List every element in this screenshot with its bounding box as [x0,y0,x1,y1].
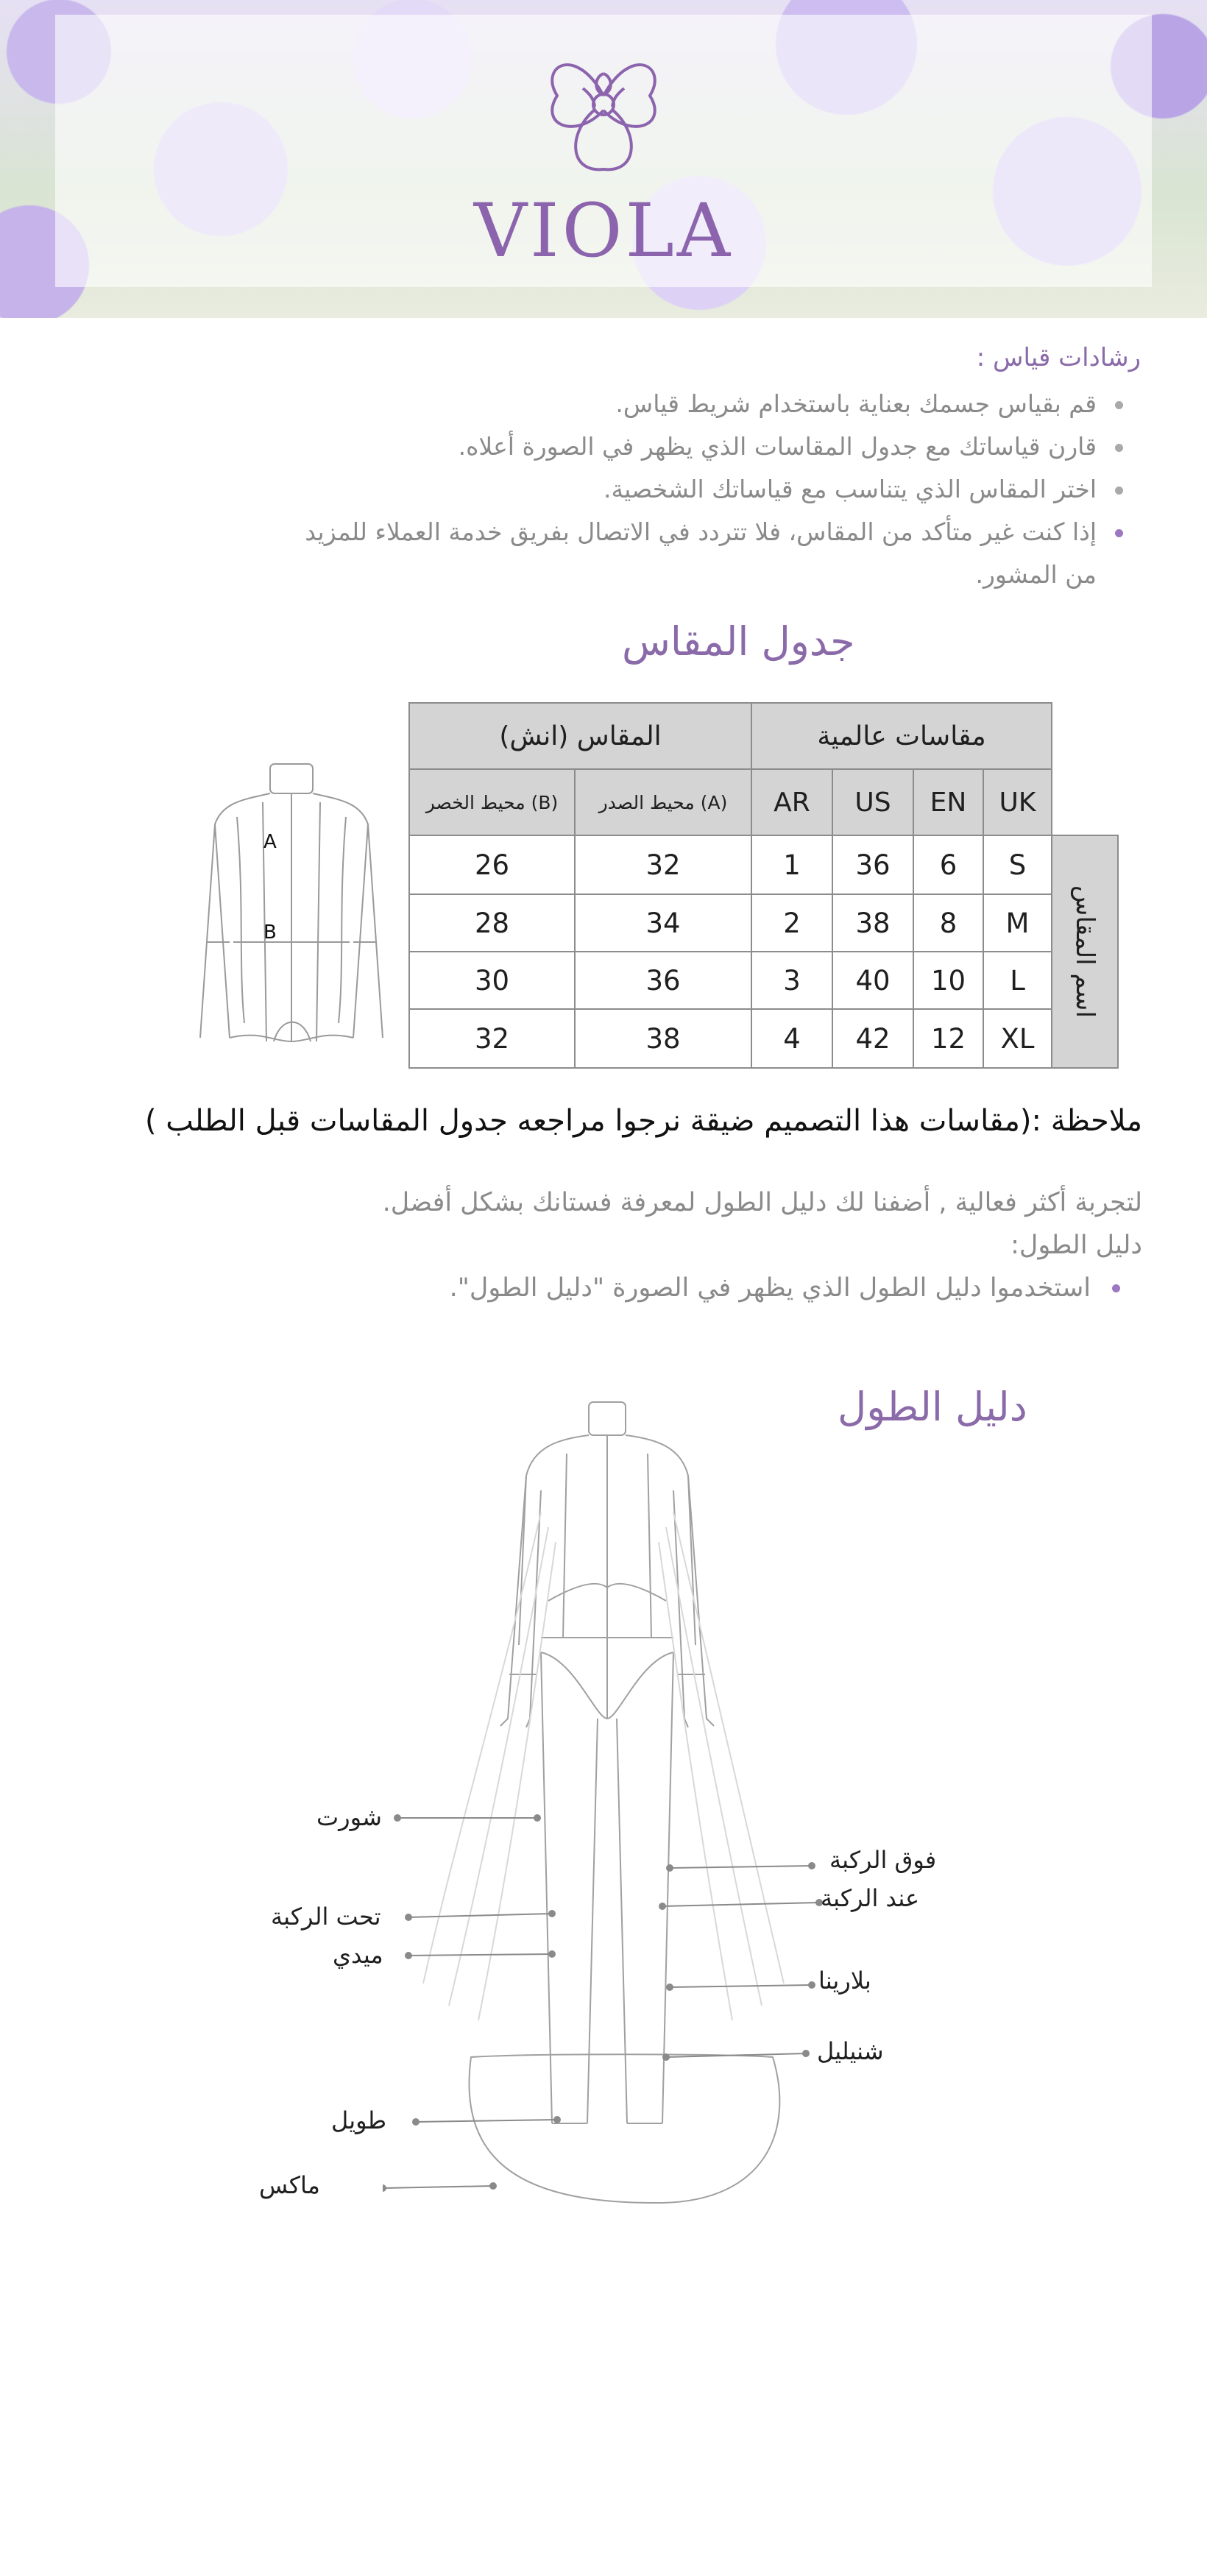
cell-ar: 4 [751,1008,833,1069]
cell-chest: 34 [574,894,752,952]
cell-uk: M [983,894,1052,952]
tip-item: إذا كنت غير متأكد من المقاس، فلا تتردد في الاتصال بفريق خدمة العملاء للمزيد [96,511,1126,553]
cell-waist: 32 [408,1008,576,1069]
size-table [408,702,1119,1070]
tip-item-continued: من المشور. [975,560,1097,589]
cell-chest: 36 [574,951,752,1010]
header-ar: AR [751,768,833,836]
cell-ar: 2 [751,894,833,952]
sizing-note: ملاحظة :(مقاسات هذا التصميم ضيقة نرجوا مراجعه جدول المقاسات قبل الطلب ) [144,1104,1142,1138]
length-label-maxi: ماكس [259,2171,320,2199]
cell-us: 36 [832,835,914,895]
cell-en: 6 [913,835,984,895]
length-label-midi: ميدي [333,1941,383,1969]
viola-flower-icon [524,37,683,177]
length-intro-heading: دليل الطول: [1010,1231,1142,1260]
tips-list [96,383,1126,596]
cell-uk: L [983,951,1052,1010]
header-waist: محيط الخصر (B) [408,768,576,836]
cell-waist: 28 [408,894,576,952]
cell-us: 42 [832,1008,914,1069]
cell-uk: XL [983,1008,1052,1069]
cell-en: 10 [913,951,984,1010]
tips-title: رشادات قياس : [976,343,1141,372]
header-international: مقاسات عالمية [751,702,1052,770]
cell-ar: 1 [751,835,833,895]
cell-waist: 30 [408,951,576,1010]
cell-en: 12 [913,1008,984,1069]
tip-item: قم بقياس جسمك بعناية باستخدام شريط قياس. [96,383,1126,425]
header-en: EN [913,768,984,836]
header-chest: محيط الصدر (A) [574,768,752,836]
length-label-above-knee: فوق الركبة [829,1846,937,1874]
brand-name: VIOLA [473,188,734,274]
figure-label-a: A [263,831,277,853]
cell-uk: S [983,835,1052,895]
cell-us: 40 [832,951,914,1010]
length-label-long: طويل [331,2106,387,2134]
bodice-figure [193,758,392,1045]
cell-ar: 3 [751,951,833,1010]
tip-item: اختر المقاس الذي يتناسب مع قياساتك الشخصية. [96,468,1126,511]
length-label-below-knee: تحت الركبة [271,1903,381,1931]
header-uk: UK [983,768,1052,836]
cell-waist: 26 [408,835,576,895]
cell-en: 8 [913,894,984,952]
header-inches: المقاس (انش) [408,702,752,770]
header-us: US [832,768,914,836]
header-banner [0,0,1207,318]
length-label-short: شورت [316,1803,382,1831]
length-label-at-knee: عند الركبة [821,1884,920,1912]
cell-chest: 38 [574,1008,752,1069]
length-label-chanel: شنيليل [817,2037,884,2065]
figure-label-b: B [263,921,277,944]
length-guide-title: دليل الطول [838,1384,1027,1430]
length-intro-line: لتجربة أكثر فعالية , أضفنا لك دليل الطول لمعرفة فستانك بشكل أفضل. [382,1188,1142,1217]
cell-chest: 32 [574,835,752,895]
length-intro [383,1181,1142,1309]
length-label-ballerina: بلارينا [818,1967,871,1995]
tip-item: قارن قياساتك مع جدول المقاسات الذي يظهر في الصورة أعلاه. [96,425,1126,468]
side-label-size-name: اسم المقاس [1051,835,1119,1069]
cell-us: 38 [832,894,914,952]
length-intro-bullet: استخدموا دليل الطول الذي يظهر في الصورة "دليل الطول". [383,1267,1142,1309]
length-guide-figure [383,1395,824,2219]
size-chart-title: جدول المقاس [622,618,855,665]
